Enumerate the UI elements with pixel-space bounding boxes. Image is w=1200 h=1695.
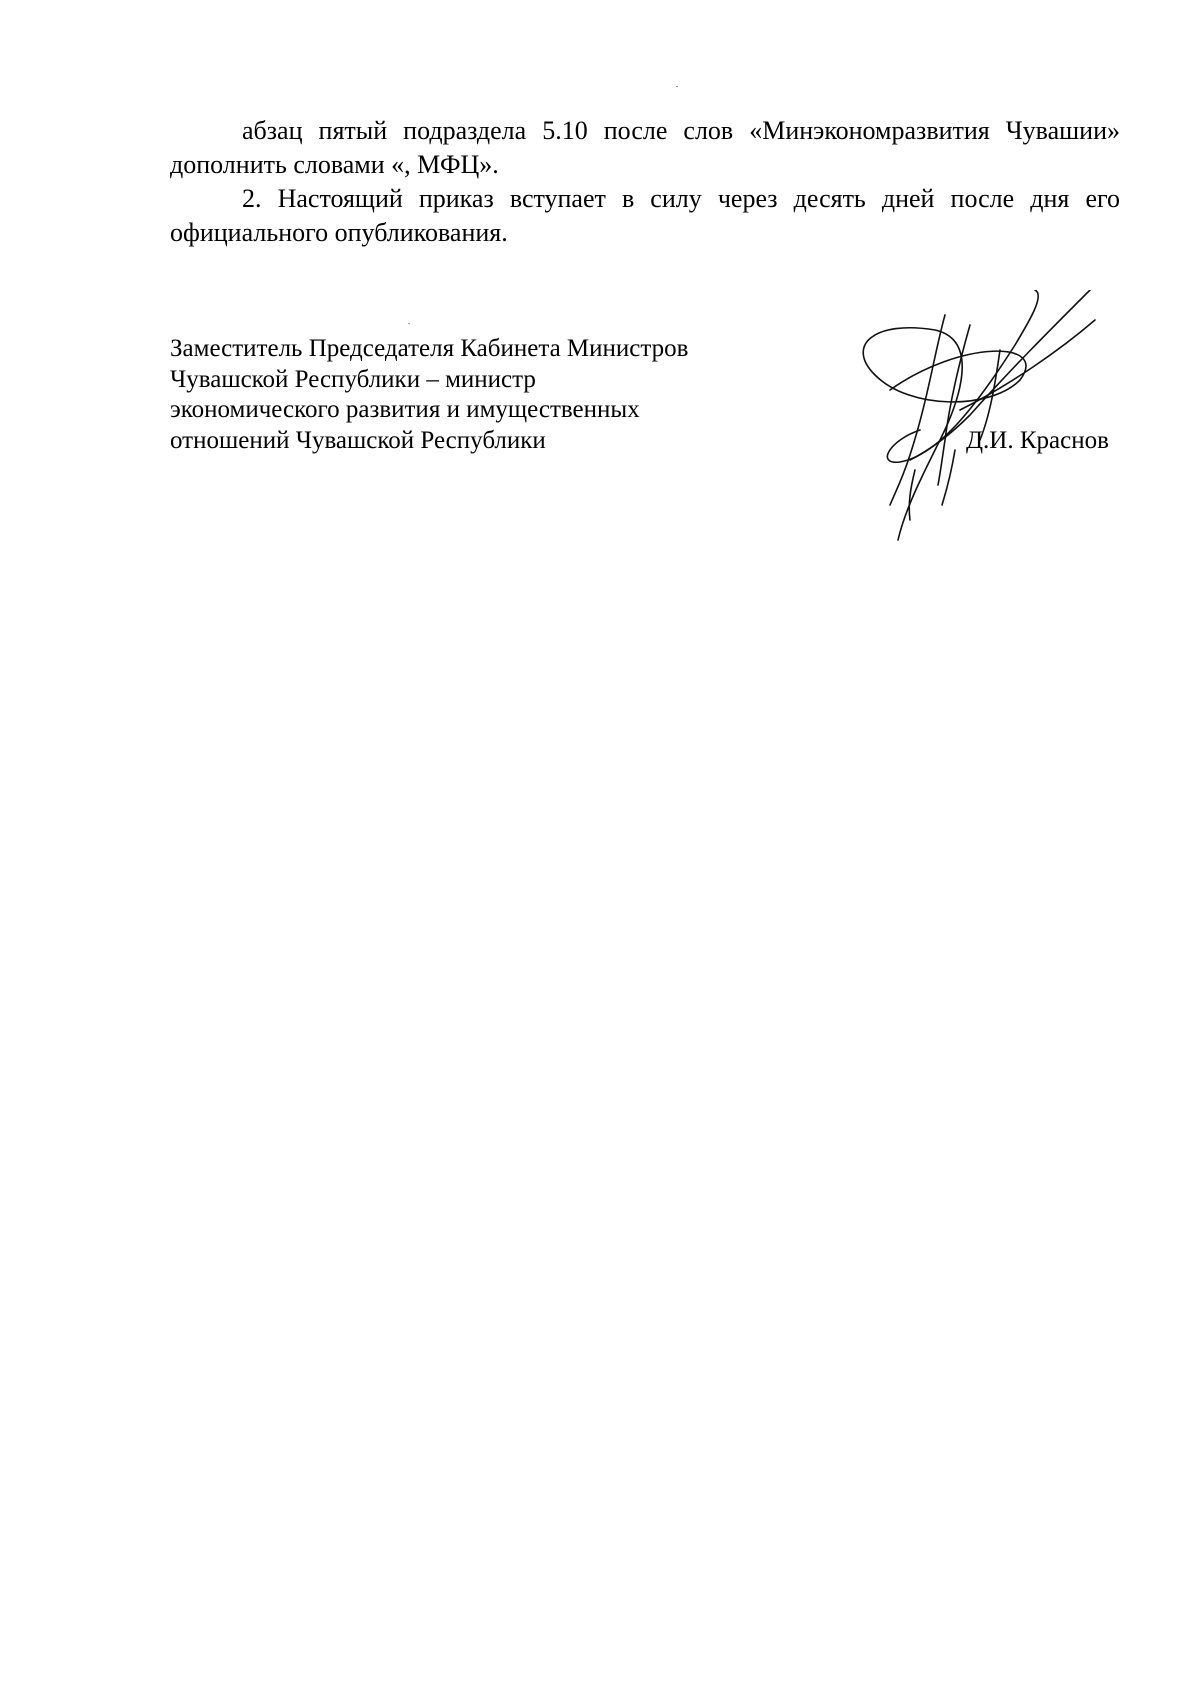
paragraph-entry-into-force: 2. Настоящий приказ вступает в силу через десять дней после дня его официального опубликования. <box>170 184 1120 247</box>
position-line: Чувашской Республики – министр <box>170 365 536 393</box>
document-body <box>170 114 1120 250</box>
signatory-position <box>170 334 770 456</box>
position-line: отношений Чувашской Республики <box>170 426 546 454</box>
handwritten-signature <box>850 290 1110 550</box>
scan-speck <box>676 86 678 87</box>
position-line: Заместитель Председателя Кабинета Министров <box>170 335 689 362</box>
paragraph-amendment: абзац пятый подраздела 5.10 после слов «Минэкономразвития Чувашии» дополнить словами «, МФЦ». <box>170 116 1120 179</box>
scan-speck <box>408 323 410 324</box>
position-line: экономического развития и имущественных <box>170 396 640 423</box>
signer-name: Д.И. Краснов <box>966 427 1109 454</box>
